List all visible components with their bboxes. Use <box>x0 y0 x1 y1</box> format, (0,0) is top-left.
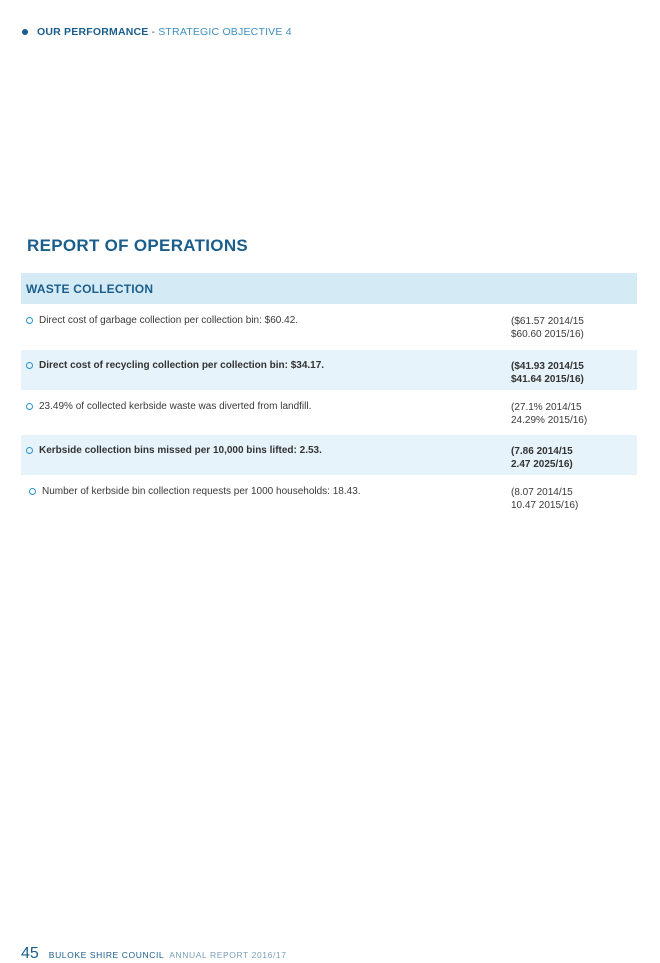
table-row <box>21 390 637 434</box>
row-reference <box>511 435 637 471</box>
bullet-dot-icon <box>22 29 28 35</box>
page-number: 45 <box>21 945 39 962</box>
reference-line: (27.1% 2014/15 <box>511 402 582 413</box>
row-reference <box>511 350 637 386</box>
table-row <box>21 349 637 390</box>
header-subsection: STRATEGIC OBJECTIVE 4 <box>158 26 292 38</box>
table-row <box>21 434 637 475</box>
circle-bullet-icon <box>26 447 33 454</box>
circle-bullet-icon <box>26 317 33 324</box>
table-heading: WASTE COLLECTION <box>21 273 637 304</box>
reference-line: (8.07 2014/15 <box>511 487 573 498</box>
header-separator: - <box>151 26 156 38</box>
page-title: REPORT OF OPERATIONS <box>27 236 249 255</box>
footer-organisation: BULOKE SHIRE COUNCIL <box>48 950 165 960</box>
reference-line: ($61.57 2014/15 <box>511 316 584 327</box>
running-header <box>22 26 292 38</box>
row-reference <box>511 305 637 341</box>
row-text: Number of kerbside bin collection requests per 1000 households: 18.43. <box>42 486 361 497</box>
reference-line: $41.64 2015/16) <box>511 374 584 385</box>
circle-bullet-icon <box>29 488 36 495</box>
reference-line: ($41.93 2014/15 <box>511 361 584 372</box>
footer-document: ANNUAL REPORT 2016/17 <box>169 950 287 960</box>
row-text: Kerbside collection bins missed per 10,000 bins lifted: 2.53. <box>39 445 322 456</box>
row-text: 23.49% of collected kerbside waste was diverted from landfill. <box>39 401 312 412</box>
reference-line: $60.60 2015/16) <box>511 329 584 340</box>
page-footer <box>21 945 287 963</box>
reference-line: (7.86 2014/15 <box>511 446 573 457</box>
row-reference <box>511 391 637 427</box>
table-row <box>21 304 637 349</box>
row-text: Direct cost of garbage collection per collection bin: $60.42. <box>39 315 299 326</box>
waste-collection-table <box>21 273 637 520</box>
row-reference <box>511 476 637 512</box>
circle-bullet-icon <box>26 362 33 369</box>
header-section: OUR PERFORMANCE <box>37 26 149 38</box>
reference-line: 24.29% 2015/16) <box>511 415 588 426</box>
table-row <box>21 475 637 520</box>
reference-line: 10.47 2015/16) <box>511 500 579 511</box>
row-text: Direct cost of recycling collection per collection bin: $34.17. <box>39 360 325 371</box>
circle-bullet-icon <box>26 403 33 410</box>
reference-line: 2.47 2025/16) <box>511 459 573 470</box>
